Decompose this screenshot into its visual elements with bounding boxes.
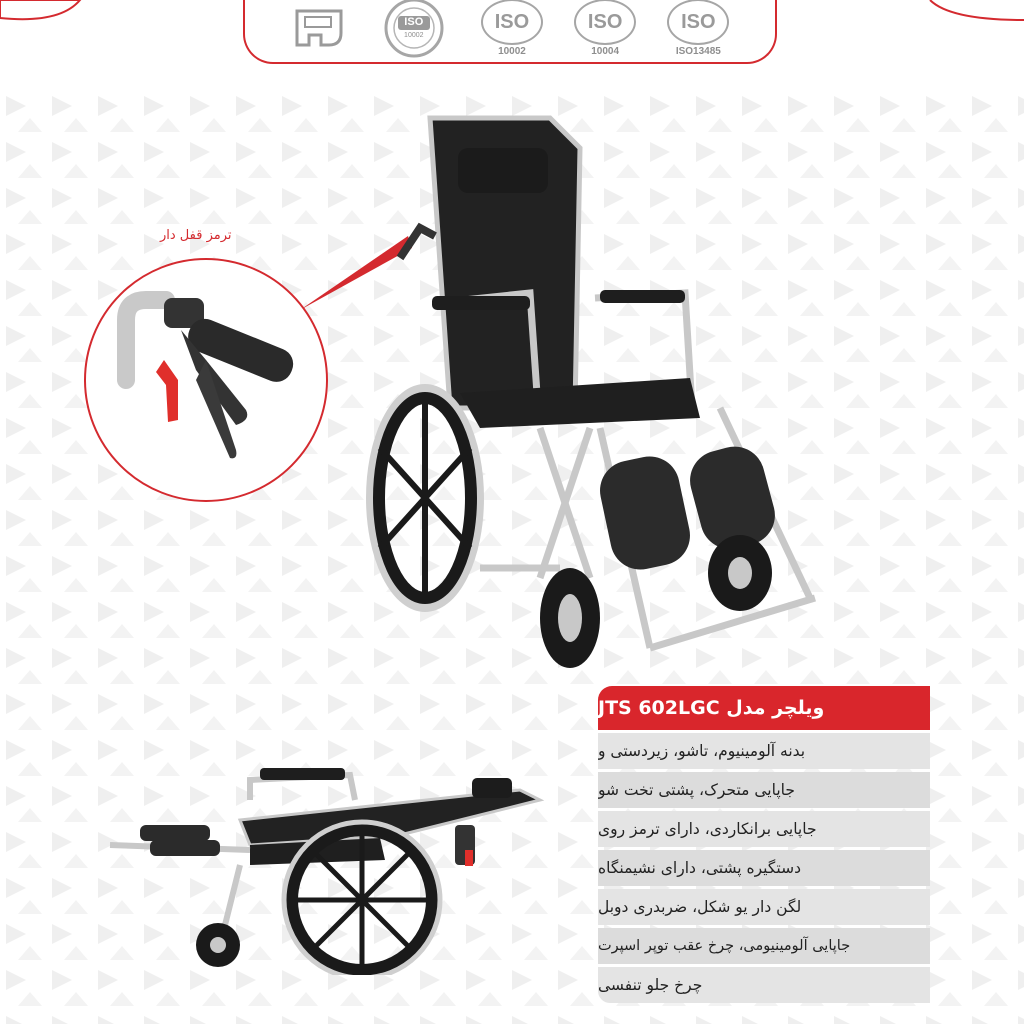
brake-handle-icon — [86, 260, 326, 500]
certification-iso-company-label: ISO — [404, 16, 424, 28]
feature-item: بدنه آلومینیوم، تاشو، زیردستی و — [598, 733, 930, 769]
feature-item: لگن دار یو شکل، ضربدری دوبل — [598, 889, 930, 925]
feature-item: جاپایی متحرک، پشتی تخت شو — [598, 772, 930, 808]
wheelchair-upright-image — [360, 108, 830, 680]
certification-label: ISO — [681, 10, 716, 33]
certification-label: ISO — [494, 10, 530, 33]
feature-item: چرخ جلو تنفسی — [598, 967, 930, 1003]
wheelchair-reclined-image — [100, 760, 545, 975]
feature-list — [598, 733, 930, 1003]
feature-item: جاپایی برانکاردی، دارای ترمز روی — [598, 811, 930, 847]
certification-number: 10002 — [498, 46, 526, 57]
certification-number: 10004 — [591, 46, 620, 57]
feature-item: جاپایی آلومینیومی، چرخ عقب توپر اسپرت — [598, 928, 930, 964]
certification-iso-company-number: 10002 — [404, 32, 424, 39]
brake-callout-label: ترمز قفل دار — [160, 228, 232, 243]
certification-label: ISO — [587, 10, 623, 33]
brake-zoom-circle — [84, 258, 328, 502]
feature-item: دستگیره پشتی، دارای نشیمنگاه — [598, 850, 930, 886]
product-title: ویلچر مدل JTS 602LGC — [598, 686, 930, 730]
certification-number: ISO13485 — [675, 46, 721, 57]
